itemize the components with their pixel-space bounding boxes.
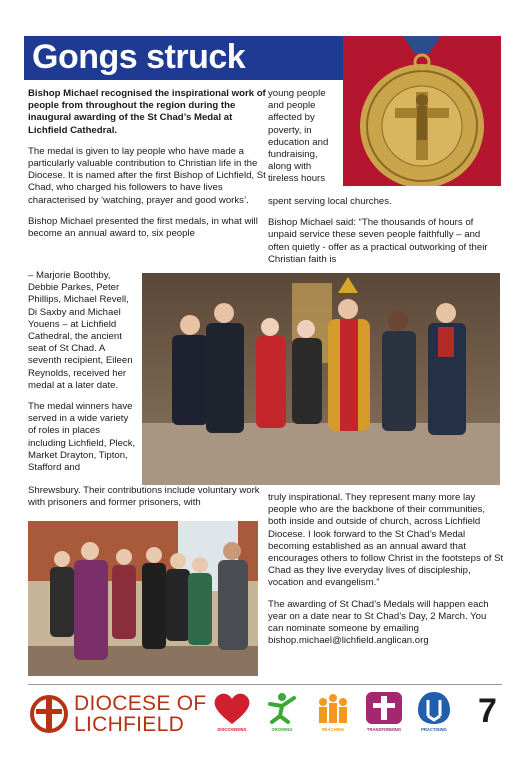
group-photo <box>142 273 500 485</box>
diocese-logo-icon <box>28 693 70 740</box>
right-column-bottom <box>268 492 504 656</box>
growing-figure-icon <box>262 690 302 734</box>
paragraph: – Marjorie Boothby, Debbie Parkes, Peter Phillips, Michael Revell, Di Saxby and Michael Youens – at Lichfield Cathedral, the ancient seat of St Chad. A seventh recipient, Eileen Reynolds, received her medal at a later date. <box>28 270 133 391</box>
right-column-top <box>268 88 340 186</box>
page-number: 7 <box>478 692 497 730</box>
quote-paragraph: truly inspirational. They represent many more lay people who are the backbone of their communities, both inside and outside of church, across Lichfield Diocese. I look forward to the St Chad’s Medal becoming established as an annual award that encourages others to follow Christ in the footsteps of St Chad as they live everyday lives of discipleship, vocation and evangelism.” <box>268 492 504 589</box>
paragraph: The medal winners have served in a wide variety of roles in places including Lichfield, Pleck, Market Drayton, Tipton, Stafford and <box>28 401 136 474</box>
practising-label: PRACTISING <box>421 727 447 732</box>
discovering-heart-icon <box>212 690 252 734</box>
closing-paragraph: The awarding of St Chad’s Medals will happen each year on a date near to St Chad’s Day, 2 March. You can nominate someone by emailing bishop.michael@lichfield.anglican.org <box>268 598 489 647</box>
practising-hands-icon <box>414 690 454 734</box>
small-photo-illustration <box>28 521 258 676</box>
quote-paragraph: Bishop Michael said: “The thousands of hours of unpaid service these seven people faithfully – and often quietly - offer as a practical outworking of their Christian faith is <box>268 217 488 265</box>
reaching-people-icon <box>313 690 353 734</box>
logo-line-2: LICHFIELD <box>74 713 185 736</box>
transforming-cross-icon <box>364 690 404 734</box>
paragraph: Bishop Michael presented the first medals, in what will become an annual award to, six people <box>28 215 258 240</box>
small-group-photo <box>28 521 258 676</box>
paragraph: young people and people affected by poverty, in education and fundraising, along with tireless hours <box>268 88 329 185</box>
page-title: Gongs struck <box>32 38 246 76</box>
paragraph: Shrewsbury. Their contributions include voluntary work with prisoners and former prisoners, with <box>28 485 260 509</box>
paragraph: The medal is given to lay people who have made a particularly valuable contribution to Christian life in the Diocese. It is named after the first Bishop of Lichfield, St Chad, who charged his followers to have lives characterised by ‘watching, prayer and good works’. <box>28 145 266 206</box>
growing-label: GROWING <box>271 727 293 732</box>
right-column-mid <box>268 196 502 275</box>
left-column-top <box>28 88 273 249</box>
discovering-label: DISCOVERING <box>217 727 247 732</box>
lead-paragraph: Bishop Michael recognised the inspirational work of people from throughout the region during the inaugural awarding of the St Chad’s Medal at Lichfield Cathedral. <box>28 88 266 136</box>
medal-photo <box>343 36 501 186</box>
paragraph: spent serving local churches. <box>268 196 392 207</box>
footer-divider <box>28 684 502 685</box>
left-column-narrow <box>28 270 138 474</box>
group-photo-illustration <box>142 273 500 485</box>
medal-illustration <box>343 36 501 186</box>
diocese-logo-text <box>74 693 207 735</box>
logo-line-1: DIOCESE OF <box>74 692 207 715</box>
transforming-label: TRANSFORMING <box>366 727 402 732</box>
reaching-label: REACHING <box>321 727 345 732</box>
left-column-bottom <box>28 485 266 518</box>
